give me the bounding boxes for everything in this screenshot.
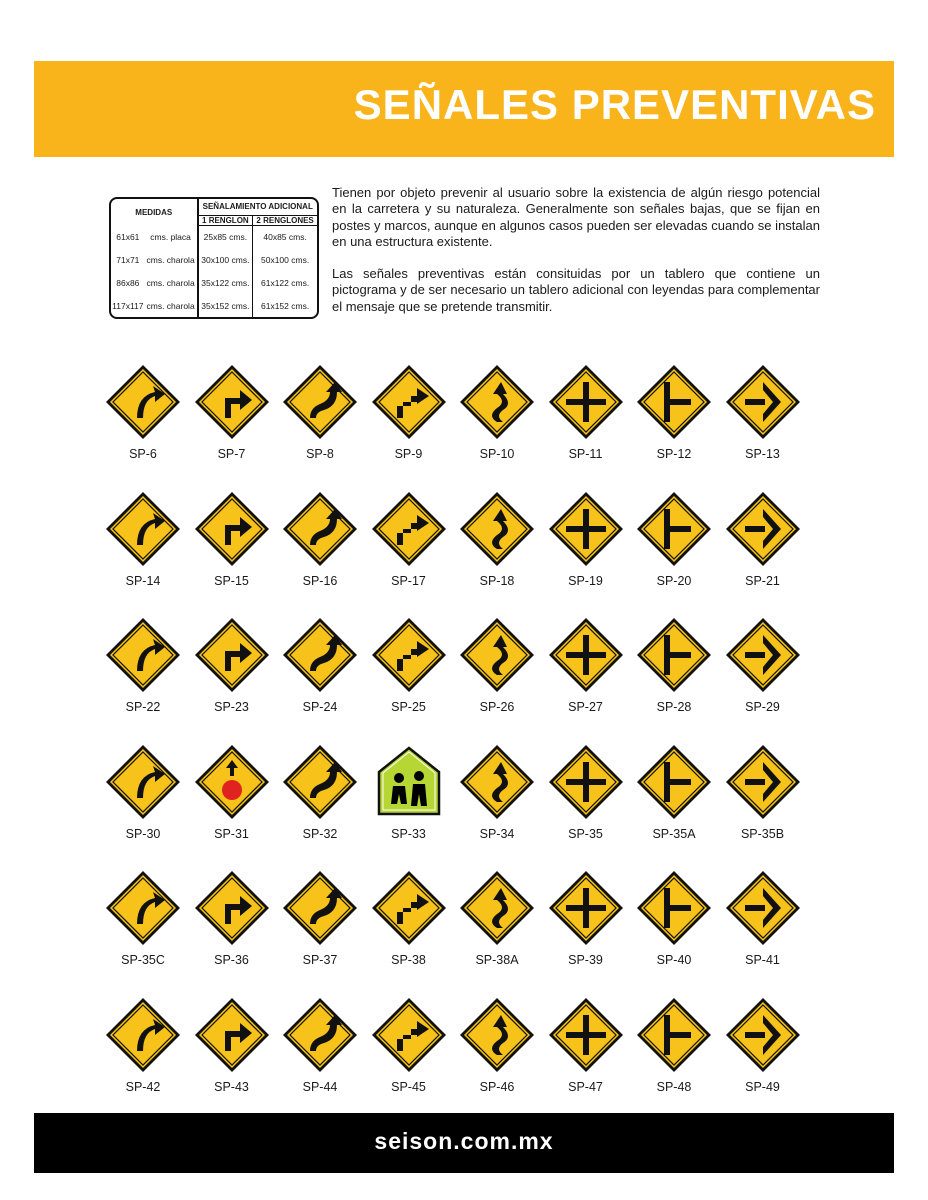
sign-sp-9 (364, 362, 454, 472)
crossroads-icon (546, 362, 626, 442)
sign-code-label: SP-33 (391, 826, 426, 841)
sign-sp-35 (541, 742, 631, 852)
col-1-renglon: 1 RENGLON (198, 215, 253, 225)
merging-lanes-icon (369, 489, 449, 569)
sign-code-label: SP-35C (121, 953, 165, 967)
sign-sp-10 (452, 362, 542, 472)
tunnel-entrance-icon (103, 995, 183, 1075)
divided-road-ends-icon (457, 868, 537, 948)
sign-sp-35c (98, 868, 188, 978)
sign-code-label: SP-37 (302, 953, 338, 967)
y-junction-icon (192, 489, 272, 569)
school-zone-icon (369, 742, 449, 822)
sign-code-label: SP-15 (214, 573, 249, 588)
sign-code-label: SP-28 (656, 700, 692, 714)
tunnel-icon (546, 615, 626, 695)
sharp-turn-right-icon (192, 362, 272, 442)
sign-code-label: SP-35A (652, 826, 696, 841)
sign-sp-17 (364, 489, 454, 599)
vehicle-water-icon (192, 995, 272, 1075)
road-narrows-icon (634, 489, 714, 569)
sign-code-label: SP-43 (214, 1079, 249, 1094)
footer-bar (34, 1113, 894, 1173)
sign-code-label: SP-17 (391, 573, 426, 588)
merge-right-icon (103, 489, 183, 569)
sign-code-label: SP-24 (302, 700, 338, 714)
sign-code-label: SP-29 (745, 700, 780, 714)
height-limit-icon (369, 615, 449, 695)
vehicle-slope-icon (723, 868, 803, 948)
sign-code-label: SP-19 (568, 573, 603, 588)
sign-code-label: SP-26 (479, 700, 515, 714)
sign-code-label: SP-6 (129, 447, 157, 461)
sign-sp-22 (98, 615, 188, 725)
sign-sp-23 (187, 615, 277, 725)
table-row: 117x117 cms. charola 35x152 cms. 61x152 cms. (111, 294, 317, 317)
sign-sp-20 (629, 489, 719, 599)
signal-ahead-icon (723, 995, 803, 1075)
side-road-left-icon (457, 995, 537, 1075)
sign-sp-40 (629, 868, 719, 978)
sign-sp-14 (98, 489, 188, 599)
sign-sp-36 (187, 868, 277, 978)
sign-sp-38a (452, 868, 542, 978)
sign-code-label: SP-25 (391, 700, 426, 714)
sign-sp-7 (187, 362, 277, 472)
sign-code-label: SP-22 (125, 700, 161, 714)
sign-sp-28 (629, 615, 719, 725)
deer-crossing-icon (634, 995, 714, 1075)
winding-road-icon (457, 362, 537, 442)
y-junction-right-icon (723, 362, 803, 442)
sign-code-label: SP-9 (394, 447, 423, 461)
side-road-right-icon (634, 362, 714, 442)
lane-added-icon (546, 489, 626, 569)
sign-sp-48 (629, 995, 719, 1105)
sign-sp-29 (718, 615, 808, 725)
sign-sp-35a (629, 742, 719, 852)
page-title: SEÑALES PREVENTIVAS (353, 81, 876, 128)
ford-icon (457, 615, 537, 695)
sign-sp-42 (98, 995, 188, 1105)
sign-sp-33 (364, 742, 454, 852)
reverse-curve-icon (280, 362, 360, 442)
sign-code-label: SP-46 (479, 1079, 515, 1094)
road-narrows-right-icon (723, 489, 803, 569)
traffic-light-icon (280, 868, 360, 948)
steep-grade-icon (723, 615, 803, 695)
col-2-renglones: 2 RENGLONES (253, 215, 317, 225)
website-url: seison.com.mx (374, 1128, 554, 1154)
bridge-icon (103, 615, 183, 695)
sign-sp-39 (541, 868, 631, 978)
sign-sp-38 (364, 868, 454, 978)
sign-sp-30 (98, 742, 188, 852)
sign-sp-19 (541, 489, 631, 599)
cattle-icon (457, 742, 537, 822)
sign-sp-34 (452, 742, 542, 852)
sign-sp-45 (364, 995, 454, 1105)
sign-code-label: SP-42 (125, 1079, 161, 1094)
railroad-side-road-icon (723, 742, 803, 822)
sign-code-label: SP-12 (656, 447, 692, 461)
roundabout-icon (280, 489, 360, 569)
sign-sp-15 (187, 489, 277, 599)
divided-road-icon (369, 868, 449, 948)
sign-sp-8 (275, 362, 365, 472)
sign-code-label: SP-7 (217, 447, 246, 461)
width-limit-icon (280, 615, 360, 695)
sign-sp-43 (187, 995, 277, 1105)
sign-code-label: SP-40 (656, 953, 692, 967)
sign-code-label: SP-39 (568, 953, 603, 967)
sign-code-label: SP-45 (391, 1079, 426, 1094)
sign-code-label: SP-35 (568, 826, 603, 841)
sign-code-label: SP-21 (745, 573, 780, 588)
sign-sp-12 (629, 362, 719, 472)
sign-code-label: SP-36 (214, 953, 249, 967)
sign-sp-41 (718, 868, 808, 978)
pedestrian-icon (280, 742, 360, 822)
falling-rocks-icon (103, 742, 183, 822)
sign-code-label: SP-16 (302, 573, 338, 588)
sign-sp-46 (452, 995, 542, 1105)
sign-sp-27 (541, 615, 631, 725)
reverse-turn-icon (369, 362, 449, 442)
sign-sp-24 (275, 615, 365, 725)
sign-code-label: SP-32 (302, 826, 338, 841)
staggered-junction-icon (546, 995, 626, 1075)
sign-code-label: SP-31 (214, 826, 249, 841)
sign-code-label: SP-41 (745, 953, 780, 967)
description-paragraph-1: Tienen por objeto prevenir al usuario sobre la existencia de algún riesgo potencial en la carretera y su naturaleza. Generalmente son señales bajas, que se fijan en postes y marcos, aunque en algunos casos pueden ser elevadas cuando se instalan en una estructura existente. (332, 185, 820, 249)
sign-code-label: SP-49 (745, 1079, 780, 1094)
loose-gravel-icon (634, 868, 714, 948)
stop-ahead-icon (192, 742, 272, 822)
cyclist-icon (546, 868, 626, 948)
sign-sp-35b (718, 742, 808, 852)
sign-code-label: SP-35B (740, 826, 785, 841)
slippery-road-icon (634, 615, 714, 695)
sign-sp-25 (364, 615, 454, 725)
sign-code-label: SP-30 (125, 826, 161, 841)
side-wind-icon (369, 995, 449, 1075)
sign-code-label: SP-10 (479, 447, 515, 461)
col-adicional: SEÑALAMIENTO ADICIONAL (198, 199, 318, 215)
sign-code-label: SP-48 (656, 1079, 692, 1094)
sign-code-label: SP-14 (125, 573, 161, 588)
table-row: 61x61 cms. placa 25x85 cms. 40x85 cms. (111, 225, 317, 249)
table-row: 71x71 cms. charola 30x100 cms. 50x100 cms. (111, 249, 317, 272)
sign-code-label: SP-20 (656, 573, 692, 588)
railroad-crossroads-icon (634, 742, 714, 822)
sign-sp-49 (718, 995, 808, 1105)
sign-code-label: SP-34 (479, 826, 515, 841)
sign-sp-31 (187, 742, 277, 852)
sign-sp-32 (275, 742, 365, 852)
sign-sp-21 (718, 489, 808, 599)
sign-code-label: SP-47 (568, 1079, 603, 1094)
sign-sp-44 (275, 995, 365, 1105)
col-medidas: MEDIDAS (135, 207, 173, 217)
sign-code-label: SP-27 (568, 700, 603, 714)
sign-sp-11 (541, 362, 631, 472)
header-banner (34, 61, 894, 157)
sign-code-label: SP-11 (568, 447, 603, 461)
sign-code-label: SP-8 (306, 447, 334, 461)
table-row: 86x86 cms. charola 35x122 cms. 61x122 cms. (111, 272, 317, 295)
narrow-bridge-icon (192, 615, 272, 695)
rain-icon (280, 995, 360, 1075)
description (332, 185, 820, 331)
railroad-crossing-icon (546, 742, 626, 822)
sign-code-label: SP-38A (475, 953, 519, 967)
tractor-icon (192, 868, 272, 948)
sign-sp-6 (98, 362, 188, 472)
sign-code-label: SP-44 (302, 1079, 338, 1094)
sign-sp-16 (275, 489, 365, 599)
sign-code-label: SP-18 (479, 573, 515, 588)
sign-code-label: SP-38 (391, 953, 426, 967)
sign-code-label: SP-23 (214, 700, 249, 714)
railroad-t-icon (103, 868, 183, 948)
sign-code-label: SP-13 (745, 447, 780, 461)
description-paragraph-2: Las señales preventivas están consituidas por un tablero que contiene un pictograma y de ser necesario un tablero adicional con leyendas para complementar el mensaje que se pretende transmitir. (332, 266, 820, 314)
curve-right-icon (103, 362, 183, 442)
sign-sp-37 (275, 868, 365, 978)
sign-sp-18 (452, 489, 542, 599)
sign-sp-47 (541, 995, 631, 1105)
two-way-traffic-icon (457, 489, 537, 569)
sign-sp-13 (718, 362, 808, 472)
sign-sp-26 (452, 615, 542, 725)
size-table (109, 197, 319, 319)
